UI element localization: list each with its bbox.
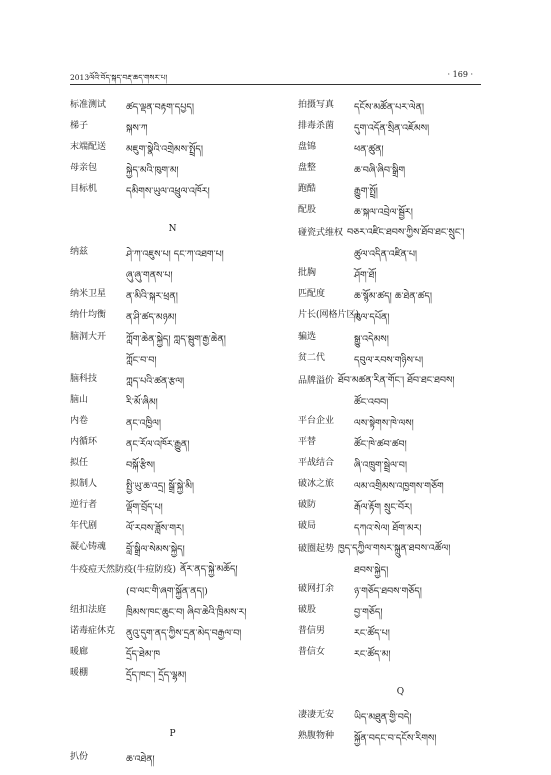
chinese-term: 标准测试 <box>70 100 107 110</box>
glossary-entry <box>70 599 275 620</box>
glossary-entry <box>298 536 503 557</box>
chinese-term: 牛疫痘天然防疫(牛痘防疫) <box>70 565 177 576</box>
glossary-entry <box>298 515 503 536</box>
chinese-term: 诺毒症休克 <box>70 626 116 637</box>
tibetan-term: སྤྱི་ཡུ་ཆ་འདྲ། སྒྲོ་སྐྱེ་མི། <box>126 480 194 492</box>
glossary-entry <box>298 178 503 199</box>
glossary-entry <box>70 304 275 325</box>
glossary-entry <box>70 578 275 599</box>
chinese-term: 暖棚 <box>70 668 89 679</box>
running-header-left: 2013ལོའི་བོད་སྐད་བརྡ་ཆད་གསར་པ། <box>70 73 168 82</box>
tibetan-term: ན་མིའི་སྐར་ཕྲན། <box>126 291 178 303</box>
tibetan-term: རྒྱུག་སྤྲོ། <box>354 186 378 198</box>
chinese-term: 凄凄无安 <box>298 710 335 721</box>
glossary-entry <box>298 136 503 157</box>
tibetan-term: དངོས་མཚོན་པར་ལེན། <box>354 102 425 113</box>
glossary-entry <box>70 283 275 304</box>
glossary-entry <box>70 536 275 557</box>
glossary-entry <box>298 220 503 241</box>
chinese-term: 纳什均衡 <box>70 310 107 321</box>
chinese-term: 脑科技 <box>70 373 98 384</box>
tibetan-term: ནོར་ནད་སྐྱེ་མཆོད། <box>180 564 238 576</box>
chinese-term: 年代剧 <box>70 520 98 531</box>
tibetan-term: ཆ་བཞི་ཞིབ་སྒྲིག <box>354 165 406 177</box>
chinese-term: 母亲包 <box>70 163 98 174</box>
chinese-term: 跑酷 <box>298 184 317 195</box>
left-column <box>70 94 275 768</box>
chinese-term: 脑洞大开 <box>70 331 107 342</box>
tibetan-term: དྲོད་ཁང་། དྲོད་ལྷམ། <box>126 670 187 682</box>
glossary-entry <box>70 136 275 157</box>
glossary-entry <box>70 347 275 368</box>
chinese-term: 配股 <box>298 205 317 216</box>
tibetan-term: ཆ་འཐེན། <box>126 754 155 766</box>
glossary-entry <box>298 115 503 136</box>
glossary-entry <box>298 578 503 599</box>
tibetan-term: ལམ་འགྲིམས་འཁྱགས་གཅོག <box>354 480 444 492</box>
tibetan-term: ཤེ་ཀ་འཇུས་པ། དང་ཀ་འཐག་པ། <box>126 249 224 261</box>
tibetan-term: སྐྱོན་བདང་བ་དངོས་རིགས། <box>354 733 437 745</box>
glossary-entry <box>70 94 275 115</box>
tibetan-term: ཁྲིམས་ཁང་ཆུང་བ། ཞིབ་ཆེའི་ཁྲིམས་ར། <box>126 607 247 619</box>
tibetan-term: ཚོང་ཁེ་ཚབ་ཚབ། <box>354 438 407 450</box>
chinese-term: 拍摄写真 <box>298 100 335 110</box>
glossary-entry <box>70 368 275 389</box>
section-letter-text: Q <box>396 687 405 698</box>
glossary-entry <box>70 620 275 641</box>
tibetan-term: ཐབས་སྐྱེད། <box>354 565 389 577</box>
chinese-term: 暖廊 <box>70 647 89 658</box>
tibetan-term: རི་མོ་ཞིམ། <box>126 396 158 408</box>
glossary-entry <box>70 389 275 410</box>
chinese-term: 破网打余 <box>298 584 335 595</box>
glossary-entry <box>70 515 275 536</box>
chinese-term: 品牌溢价 <box>298 375 335 386</box>
tibetan-term: ཁྱད་དཀྱིལ་གསར་སྐྲུན་ཐབས་འཚོལ། <box>338 542 451 554</box>
tibetan-term: རྒོལ་རྟོག སྲུང་བོར། <box>354 501 413 513</box>
tibetan-term: ཞི་འཁྲུག་སྦྲེལ་བ། <box>354 459 407 471</box>
tibetan-term: ཀློང་བ་བ། <box>126 354 157 366</box>
tibetan-term: ན་ཤི་ཚད་མཉམ། <box>126 312 177 324</box>
section-letter <box>298 683 503 704</box>
glossary-entry <box>70 431 275 452</box>
chinese-term: 梯子 <box>70 121 89 132</box>
tibetan-term: སྒྱུ་འདེམས། <box>354 333 389 345</box>
tibetan-term: དུག་འདོན་སྲིན་འཇོམས། <box>354 123 430 135</box>
chinese-term: 平替 <box>298 436 317 447</box>
section-letter <box>70 220 275 241</box>
chinese-term: 破股 <box>298 605 317 616</box>
chinese-term: 脑山 <box>70 394 89 405</box>
chinese-term: 平台企业 <box>298 415 335 426</box>
tibetan-term: རང་ཚོད་པ། <box>354 628 390 640</box>
tibetan-term: སྐྱེད་མའི་ཁུག་མ། <box>126 165 179 177</box>
glossary-entry <box>70 115 275 136</box>
chinese-term: 纳米卫星 <box>70 289 107 300</box>
tibetan-term: མཇུག་སྣེའི་འགྲེམས་སྤྲོད། <box>126 144 204 156</box>
tibetan-term: ཆ་སྐལ་འབྲེལ་སྦྱོར། <box>354 207 413 219</box>
tibetan-term: ཚུལ་འདིན་འཛིན་པ། <box>354 249 418 261</box>
glossary-entry <box>298 725 503 746</box>
tibetan-term: ཐོབ་མཚན་རིན་གོང་། ཐོབ་ཐང་ཐབས། <box>338 374 455 386</box>
glossary-entry <box>298 283 503 304</box>
tibetan-term: ཚོང་འབབ། <box>354 396 389 408</box>
glossary-entry <box>298 199 503 220</box>
glossary-entry <box>298 262 503 283</box>
tibetan-term: བྱ་གཅོད། <box>354 607 383 619</box>
chinese-term: 纳兹 <box>70 247 89 258</box>
glossary-entry <box>298 410 503 431</box>
chinese-term: 逆行者 <box>70 499 98 510</box>
glossary-entry <box>70 262 275 283</box>
tibetan-term: ནུའུ་དུག་ནད་ཀྱིས་དྲན་མེད་བརྒྱལ་བ། <box>126 628 242 640</box>
glossary-entry <box>298 157 503 178</box>
tibetan-term: ལས་སྟེགས་ཁེ་ལས། <box>354 417 414 429</box>
section-letter <box>70 725 275 746</box>
glossary-entry <box>70 662 275 683</box>
glossary-entry <box>298 347 503 368</box>
glossary-entry <box>70 178 275 199</box>
glossary-entry <box>298 452 503 473</box>
chinese-term: 批胸 <box>298 268 317 279</box>
glossary-entry <box>70 746 275 767</box>
chinese-term: 普信男 <box>298 626 326 637</box>
glossary-entry <box>298 389 503 410</box>
tibetan-term: ཆ་སྙོམ་ཚད། ཆ་ཐེན་ཚད། <box>354 291 432 303</box>
chinese-term: 排毒杀菌 <box>298 121 335 132</box>
glossary-entry <box>298 473 503 494</box>
tibetan-term: བཅར་འཛིང་ཐབས་ཀྱིས་ཐོབ་ཐང་སྲུང་། <box>347 227 465 239</box>
chinese-term: 匹配度 <box>298 289 326 300</box>
glossary-entry <box>70 326 275 347</box>
tibetan-term: དྲོད་ཐེམ་ཁ <box>126 649 161 661</box>
chinese-term: 纽扣法庭 <box>70 605 107 616</box>
chinese-term: 破冰之旅 <box>298 478 335 489</box>
glossary-entry <box>70 494 275 515</box>
chinese-term: 盘锦 <box>298 142 317 153</box>
tibetan-term: བློ་སྒྲིལ་སེམས་སྐྱེད། <box>126 543 185 555</box>
section-letter-text: P <box>169 729 176 740</box>
glossary-entry <box>298 241 503 262</box>
glossary-entry <box>298 599 503 620</box>
chinese-term: 破局 <box>298 520 317 531</box>
tibetan-term: སྐས་ཀ <box>126 123 148 135</box>
chinese-term: 拟制人 <box>70 478 98 489</box>
glossary-entry <box>298 557 503 578</box>
spacer <box>298 662 503 683</box>
tibetan-term: ཉ་གཅོད་ཐབས་གཅོད། <box>354 586 422 598</box>
chinese-term: 盘整 <box>298 163 317 174</box>
chinese-term: 内循环 <box>70 436 98 447</box>
tibetan-term: ཀླད་པའི་ཚན་རྩལ། <box>126 375 185 387</box>
chinese-term: 末端配送 <box>70 142 107 153</box>
chinese-term: 碰瓷式维权 <box>298 228 344 239</box>
chinese-term: 内卷 <box>70 415 89 426</box>
tibetan-term: ལྡོག་བྲོད་པ། <box>126 501 163 513</box>
chinese-term: 破圈起势 <box>298 543 335 554</box>
spacer <box>70 199 275 220</box>
chinese-term: 凝心铸魂 <box>70 541 107 552</box>
tibetan-term: རང་ཚོད་མ། <box>354 649 391 661</box>
chinese-term: 目标机 <box>70 184 98 195</box>
tibetan-term: ནང་རོལ་འཁོར་རྒྱུན། <box>126 438 190 450</box>
chinese-term: 拟任 <box>70 457 89 468</box>
tibetan-term: དཀའ་སེལ། ཐོག་མར། <box>354 522 422 534</box>
spacer <box>70 704 275 725</box>
page-number: · 169 · <box>447 70 473 79</box>
chinese-term: 扒份 <box>70 752 89 763</box>
glossary-entry <box>298 704 503 725</box>
spacer <box>70 683 275 704</box>
glossary-entry <box>70 157 275 178</box>
glossary-entry <box>70 473 275 494</box>
chinese-term: 熟腹物种 <box>298 731 335 742</box>
glossary-entry <box>298 641 503 662</box>
tibetan-term: བསྐོ་རྩིས། <box>126 459 156 471</box>
glossary-entry <box>298 304 503 325</box>
glossary-entry <box>298 494 503 515</box>
tibetan-term: དབུལ་རབས་གཉིས་པ། <box>354 354 424 366</box>
glossary-entry <box>70 452 275 473</box>
tibetan-term: ནང་འཁྱིལ། <box>126 417 161 429</box>
tibetan-term: དམིགས་ཡུལ་འཕྲུལ་འཁོར། <box>126 186 210 198</box>
tibetan-term: ཁུལ་དཔོན། <box>354 312 390 324</box>
chinese-term: 骗选 <box>298 331 317 342</box>
tibetan-term: ཡིད་མཐུན་གྱི་བདེ། <box>354 712 412 724</box>
glossary-entry <box>298 326 503 347</box>
chinese-term: 破防 <box>298 499 317 510</box>
tibetan-term: (བ་ལང་གི་ཞག་སྐྱོན་ནད།) <box>126 586 208 598</box>
glossary-entry <box>70 241 275 262</box>
glossary-entry <box>298 431 503 452</box>
tibetan-term: ཕན་ཚུན། <box>354 144 384 156</box>
glossary-entry <box>298 94 503 115</box>
chinese-term: 普信女 <box>298 647 326 658</box>
chinese-term: 平战结合 <box>298 457 335 468</box>
glossary-entry <box>70 641 275 662</box>
chinese-term: 片长(网格片区) <box>298 310 360 321</box>
glossary-entry <box>298 620 503 641</box>
tibetan-term: ལོ་རབས་ཟློས་གར། <box>126 522 184 534</box>
section-letter-text: N <box>168 224 177 235</box>
tibetan-term: ཀློག་ཆེན་སྐྱེད། ཀླད་སྦུག་རྒྱ་ཆེན། <box>126 333 226 345</box>
glossary-entry <box>298 368 503 389</box>
glossary-entry <box>70 557 275 578</box>
header-rule <box>70 84 481 85</box>
tibetan-term: ཚད་ལྡན་བརྟག་དཔྱད། <box>126 102 195 113</box>
tibetan-term: ཤོག་ཐོ། <box>354 270 377 282</box>
tibetan-term: ཞུ་ཞུ་གནས་པ། <box>126 270 173 282</box>
glossary-entry <box>70 410 275 431</box>
chinese-term: 贫二代 <box>298 352 326 363</box>
right-column <box>298 94 503 746</box>
